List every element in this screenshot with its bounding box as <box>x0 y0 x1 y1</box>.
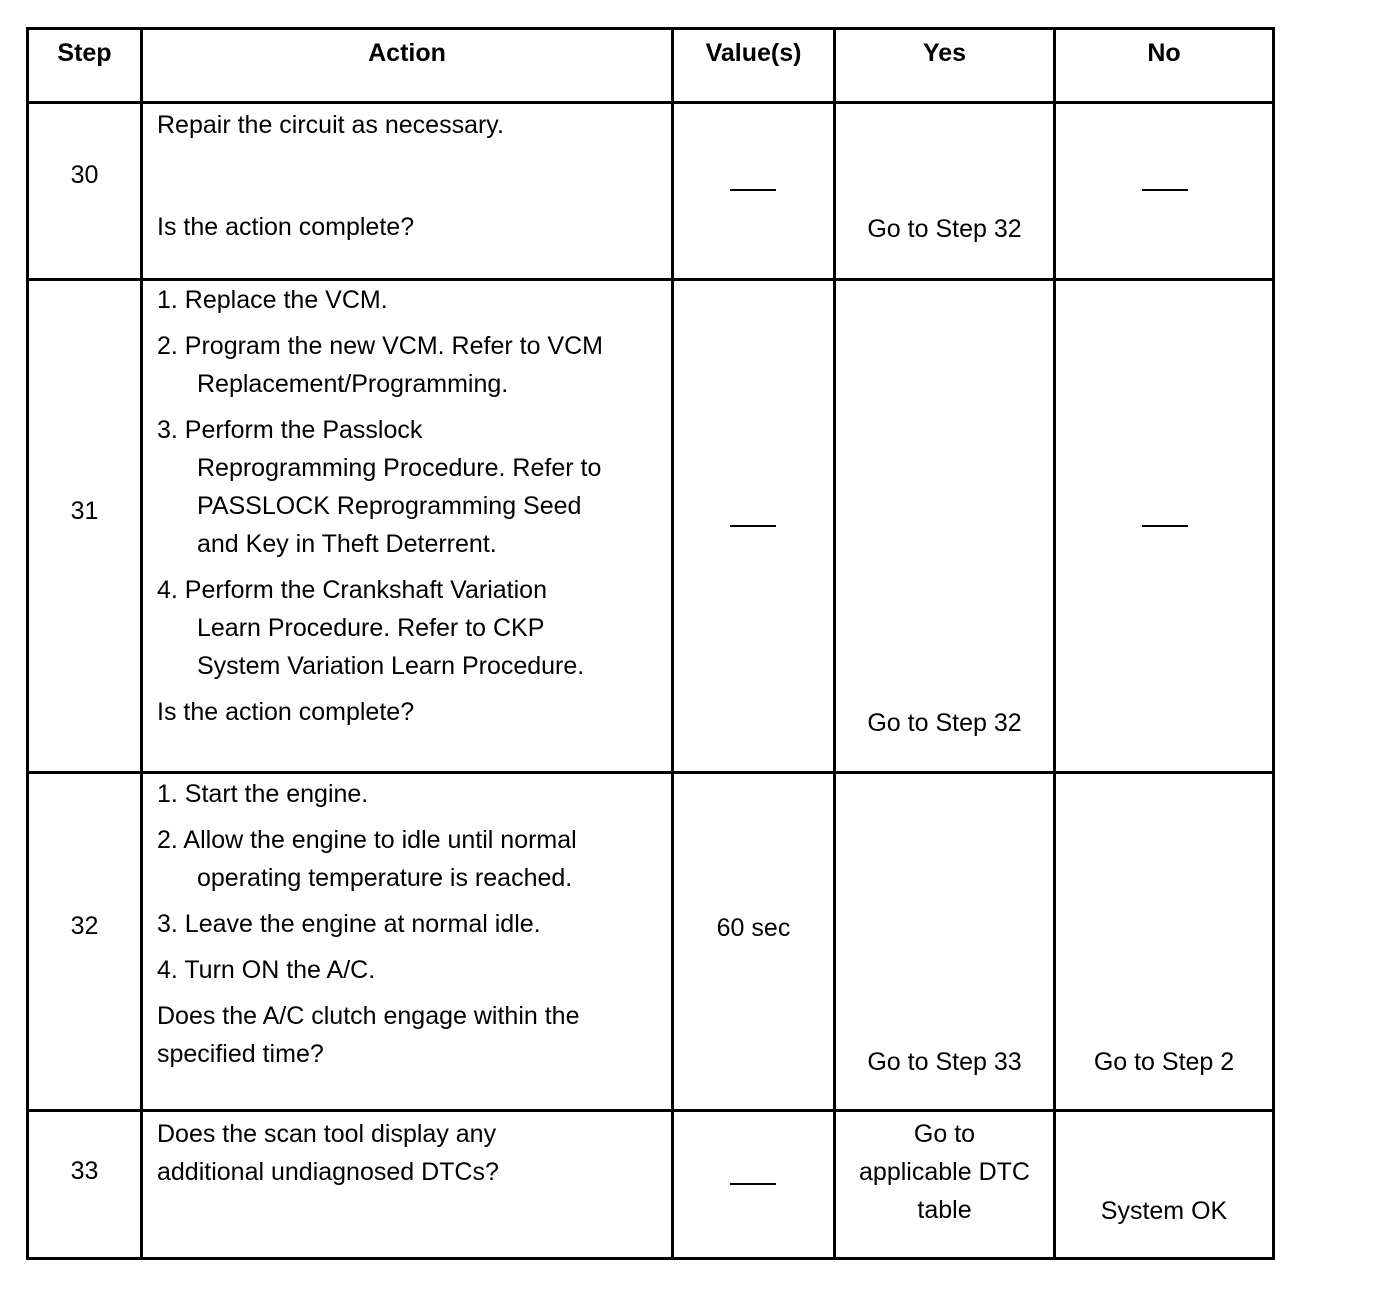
action-question-cont: specified time? <box>157 1040 324 1068</box>
step-number: 31 <box>70 497 99 525</box>
yes-line: table <box>917 1196 972 1224</box>
row-divider <box>29 101 1272 104</box>
action-steps <box>157 775 580 1073</box>
action-step-2-cont: Replacement/Programming. <box>197 370 509 398</box>
action-text: Repair the circuit as necessary. <box>157 111 504 139</box>
yes-action <box>836 1115 1053 1229</box>
header-action: Action <box>368 39 446 67</box>
action-line: additional undiagnosed DTCs? <box>157 1158 499 1186</box>
no-dash <box>1142 189 1188 191</box>
row-divider <box>29 1109 1272 1112</box>
step-number: 30 <box>70 161 99 189</box>
row-divider <box>29 771 1272 774</box>
yes-action: Go to Step 33 <box>867 1048 1022 1076</box>
no-action: System OK <box>1100 1197 1228 1225</box>
action-steps <box>157 281 603 731</box>
yes-line: Go to <box>913 1120 976 1148</box>
action-step-4: 4. Turn ON the A/C. <box>157 956 376 984</box>
action-step-1: 1. Start the engine. <box>157 780 369 808</box>
action-question: Is the action complete? <box>157 213 415 241</box>
column-divider <box>671 30 674 1257</box>
action-step-3-cont: and Key in Theft Deterrent. <box>197 530 497 558</box>
step-number: 32 <box>70 912 99 940</box>
value-dash <box>730 189 776 191</box>
header-no: No <box>1147 39 1181 67</box>
yes-action: Go to Step 32 <box>867 709 1022 737</box>
value-dash <box>730 525 776 527</box>
yes-line: applicable DTC <box>859 1158 1030 1186</box>
action-question: Is the action complete? <box>157 698 415 726</box>
yes-action: Go to Step 32 <box>867 215 1022 243</box>
action-line: Does the scan tool display any <box>157 1120 497 1148</box>
action-step-4-cont: Learn Procedure. Refer to CKP <box>197 614 545 642</box>
header-step: Step <box>57 39 112 67</box>
action-step-4-cont: System Variation Learn Procedure. <box>197 652 585 680</box>
action-question: Does the A/C clutch engage within the <box>157 1002 580 1030</box>
action-text <box>157 1115 499 1191</box>
action-step-4: 4. Perform the Crankshaft Variation <box>157 576 547 604</box>
step-number: 33 <box>70 1157 99 1185</box>
header-yes: Yes <box>922 39 967 67</box>
action-step-3-cont: PASSLOCK Reprogramming Seed <box>197 492 582 520</box>
action-step-3: 3. Perform the Passlock <box>157 416 423 444</box>
header-values: Value(s) <box>705 39 802 67</box>
action-step-2: 2. Allow the engine to idle until normal <box>157 826 577 854</box>
action-step-3-cont: Reprogramming Procedure. Refer to <box>197 454 602 482</box>
value-text: 60 sec <box>716 914 791 942</box>
action-step-3: 3. Leave the engine at normal idle. <box>157 910 541 938</box>
action-step-2-cont: operating temperature is reached. <box>197 864 573 892</box>
column-divider <box>140 30 143 1257</box>
action-step-2: 2. Program the new VCM. Refer to VCM <box>157 332 603 360</box>
diagnostic-table <box>26 27 1275 1260</box>
value-dash <box>730 1183 776 1185</box>
no-action: Go to Step 2 <box>1093 1048 1235 1076</box>
no-dash <box>1142 525 1188 527</box>
action-step-1: 1. Replace the VCM. <box>157 286 388 314</box>
